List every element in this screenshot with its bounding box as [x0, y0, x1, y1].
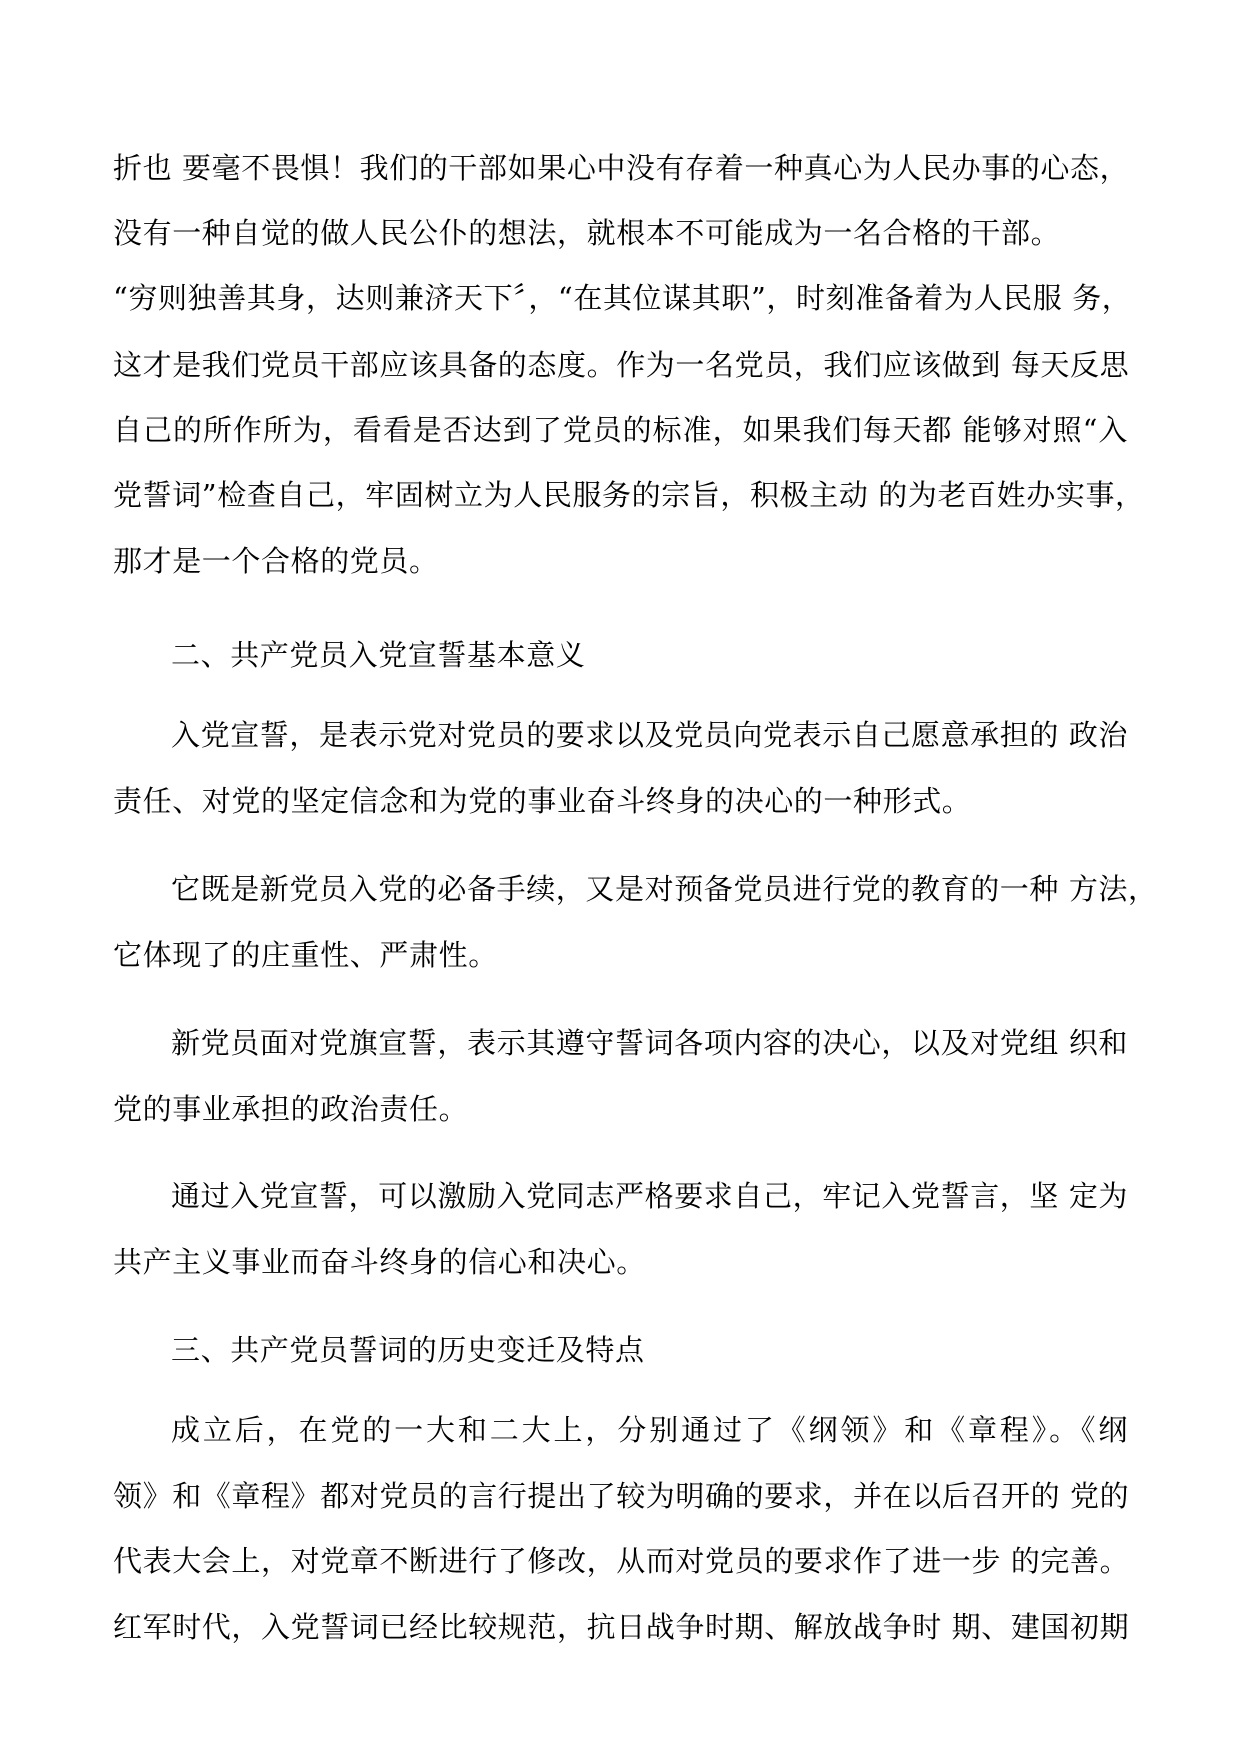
body-text-line: 没有一种自觉的做人民公仆的想法，就根本不可能成为一名合格的干部。	[113, 216, 1061, 250]
body-text-line: 责任、对党的坚定信念和为党的事业奋斗终身的决心的一种形式。	[113, 784, 972, 818]
body-text-line: “穷则独善其身，达则兼济天下〞，“在其位谋其职”，时刻准备着为人民服 务，	[113, 281, 1132, 315]
body-text-line: 折也 要毫不畏惧！我们的干部如果心中没有存着一种真心为人民办事的心态，	[113, 151, 1130, 185]
body-text-line: 它体现了的庄重性、严肃性。	[113, 938, 498, 972]
body-text-line: 领》和《章程》都对党员的言行提出了较为明确的要求，并在以后召开的 党的	[113, 1479, 1130, 1513]
body-text-line: 新党员面对党旗宣誓，表示其遵守誓词各项内容的决心，以及对党组 织和	[171, 1026, 1129, 1060]
body-text-line: 成立后，在党的一大和二大上，分别通过了《纲领》和《章程》。《纲	[171, 1413, 1128, 1447]
body-text-line: 代表大会上，对党章不断进行了修改，从而对党员的要求作了进一步 的完善。	[113, 1544, 1130, 1578]
section-heading: 三、共产党员誓词的历史变迁及特点	[171, 1333, 645, 1367]
body-text-line: 入党宣誓，是表示党对党员的要求以及党员向党表示自己愿意承担的 政治	[171, 718, 1129, 752]
section-heading: 二、共产党员入党宣誓基本意义	[171, 638, 586, 672]
body-text-line: 它既是新党员入党的必备手续，又是对预备党员进行党的教育的一种 方法，	[171, 872, 1158, 906]
body-text-line: 共产主义事业而奋斗终身的信心和决心。	[113, 1245, 646, 1279]
body-text-line: 党的事业承担的政治责任。	[113, 1092, 469, 1126]
body-text-line: 那才是一个合格的党员。	[113, 544, 439, 578]
body-text-line: 自己的所作所为，看看是否达到了党员的标准，如果我们每天都 能够对照“入	[113, 413, 1128, 447]
body-text-line: 通过入党宣誓，可以激励入党同志严格要求自己，牢记入党誓言，坚 定为	[171, 1179, 1129, 1213]
body-text-line: 这才是我们党员干部应该具备的态度。作为一名党员，我们应该做到 每天反思	[113, 348, 1130, 382]
body-text-line: 红军时代，入党誓词已经比较规范，抗日战争时期、解放战争时 期、建国初期	[113, 1610, 1130, 1644]
body-text-line: 党誓词”检查自己，牢固树立为人民服务的宗旨，积极主动 的为老百姓办实事，	[113, 478, 1145, 512]
